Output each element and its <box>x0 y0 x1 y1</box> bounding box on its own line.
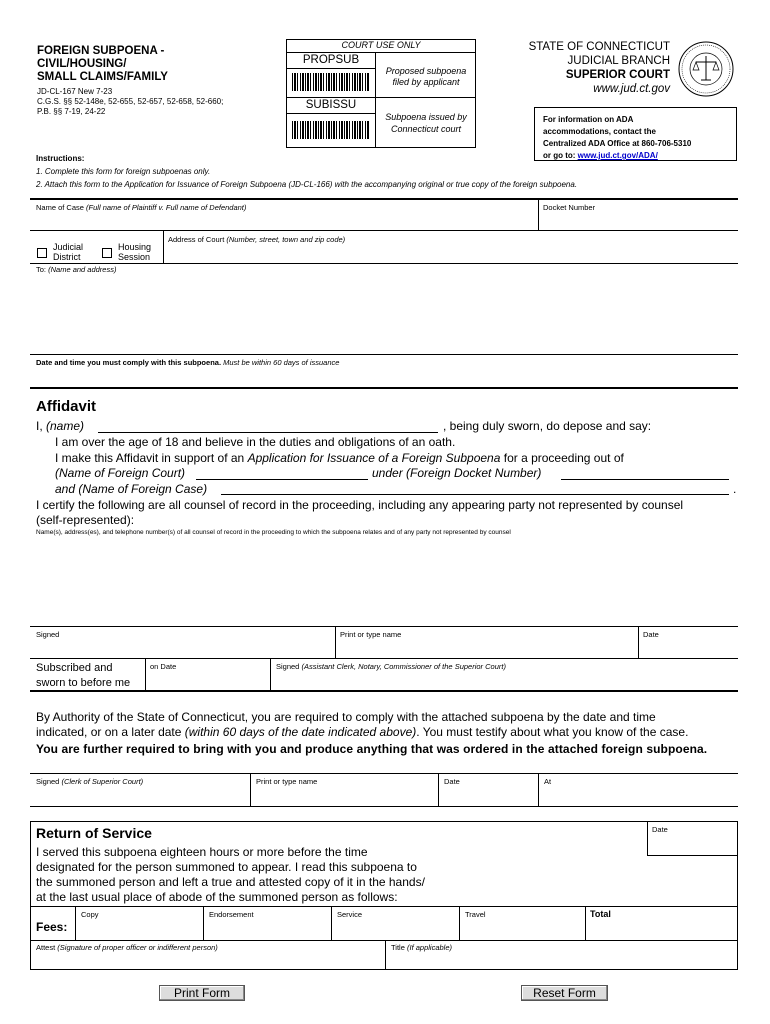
clerk-date-label: Date <box>444 777 460 786</box>
affiant-print-name-label: Print or type name <box>340 630 402 639</box>
fee-service-input[interactable] <box>335 922 459 938</box>
form-number: JD-CL-167 New 7-23 <box>37 87 113 96</box>
compliance-date-label: Date and time you must comply with this subpoena. Must be within 60 days of issuance <box>36 358 340 367</box>
subissu-code: SUBISSU <box>305 99 357 111</box>
return-date-input[interactable] <box>650 838 738 854</box>
fee-copy-input[interactable] <box>79 922 203 938</box>
judicial-district-label: Judicial District <box>53 242 84 262</box>
clerk-superior-signed-label: Signed (Clerk of Superior Court) <box>36 777 144 786</box>
attest-label: Attest (Signature of proper officer or indifferent person) <box>36 943 218 952</box>
foreign-case-label: and (Name of Foreign Case) <box>55 482 208 496</box>
ada-info <box>543 114 691 162</box>
propsub-barcode <box>292 73 370 91</box>
subissu-barcode <box>292 121 370 139</box>
subissu-description: Subpoena issued by Connecticut court <box>385 112 467 134</box>
subscribed-sworn-label: Subscribed and sworn to before me <box>36 662 131 689</box>
judicial-district-checkbox[interactable] <box>37 248 47 258</box>
ada-line-4: or go to: <box>543 151 578 160</box>
return-of-service-text: I served this subpoena eighteen hours or more before the time designated for the person summoned to appear. I read this subpoena to the summoned person and left a true and attested copy of it in the hands/ at the last usual place of abode of the summoned person as follows: <box>36 845 425 904</box>
court-heading <box>490 40 670 96</box>
address-of-court-input[interactable] <box>166 246 738 262</box>
affidavit-support-text: I make this Affidavit in support of an Application for Issuance of a Foreign Subpoena for a proceeding out of <box>55 451 624 465</box>
return-of-service-title: Return of Service <box>36 825 152 841</box>
affidavit-title: Affidavit <box>36 398 96 415</box>
authority-line-3: You are further required to bring with you and produce anything that was ordered in the attached foreign subpoena. <box>36 742 708 756</box>
ada-line-1: For information on ADA <box>543 115 634 124</box>
clerk-at-input[interactable] <box>542 789 738 805</box>
to-label: To: (Name and address) <box>36 265 117 274</box>
foreign-docket-label: under (Foreign Docket Number) <box>372 466 542 480</box>
officer-title-label: Title (If applicable) <box>391 943 453 952</box>
form-title-line-3: SMALL CLAIMS/FAMILY <box>37 71 168 83</box>
instruction-2: 2. Attach this form to the Application for Issuance of Foreign Subpoena (JD-CL-166) with the accompanying original or true copy of the foreign subpoena. <box>36 180 578 189</box>
judicial-seal-icon <box>677 40 735 98</box>
form-title <box>37 45 168 84</box>
instruction-1: 1. Complete this form for foreign subpoenas only. <box>36 167 211 176</box>
affiant-print-name-input[interactable] <box>338 641 638 657</box>
form-title-line-1: FOREIGN SUBPOENA - <box>37 45 165 57</box>
clerk-date-input[interactable] <box>442 789 538 805</box>
counsel-list-input[interactable] <box>34 540 736 626</box>
clerk-print-name-input[interactable] <box>254 789 438 805</box>
ada-line-3: Centralized ADA Office at 860-706-5310 <box>543 139 692 148</box>
fee-total-input[interactable] <box>589 922 737 938</box>
propsub-code: PROPSUB <box>302 54 360 66</box>
name-of-case-label: Name of Case (Full name of Plaintiff v. Full name of Defendant) <box>36 203 247 212</box>
affiant-date-label: Date <box>643 630 659 639</box>
return-date-label: Date <box>652 825 668 834</box>
certify-text: I certify the following are all counsel of record in the proceeding, including any appearing party not represented by counsel <box>36 498 684 512</box>
affidavit-sworn-text: , being duly sworn, do depose and say: <box>443 419 652 433</box>
fee-travel-input[interactable] <box>463 922 585 938</box>
fee-total-label: Total <box>590 909 611 919</box>
sworn-on-date-input[interactable] <box>148 673 270 689</box>
ada-line-2: accommodations, contact the <box>543 127 656 136</box>
affidavit-line-name: I, (name) <box>36 419 85 433</box>
authority-line-1: By Authority of the State of Connecticut, you are required to comply with the attached subpoena by the date and time <box>36 710 656 724</box>
fee-travel-label: Travel <box>465 910 486 919</box>
self-represented-text: (self-represented): <box>36 513 135 527</box>
pb-citation: P.B. §§ 7-19, 24-22 <box>37 107 106 116</box>
reset-form-button[interactable]: Reset Form <box>521 985 608 1001</box>
court-name: SUPERIOR COURT <box>565 69 670 81</box>
cgs-citation: C.G.S. §§ 52-148e, 52-655, 52-657, 52-658, 52-660; <box>37 97 224 106</box>
affiant-date-input[interactable] <box>641 641 737 657</box>
counsel-list-label: Name(s), address(es), and telephone number(s) of all counsel of record in the proceeding to which the subpoena relates and of any party not represented by counsel <box>36 529 511 536</box>
affiant-name-field[interactable] <box>98 432 438 433</box>
name-of-case-input[interactable] <box>34 214 538 230</box>
fees-label: Fees: <box>36 920 68 934</box>
fee-copy-label: Copy <box>81 910 99 919</box>
form-citations <box>37 87 223 117</box>
address-of-court-label: Address of Court (Number, street, town and zip code) <box>168 235 346 244</box>
state-name: STATE OF CONNECTICUT <box>528 41 670 53</box>
court-website: www.jud.ct.gov <box>593 83 670 95</box>
form-title-line-2: CIVIL/HOUSING/ <box>37 58 127 70</box>
foreign-docket-field[interactable] <box>561 479 729 480</box>
to-name-address-input[interactable] <box>34 276 736 354</box>
fee-service-label: Service <box>337 910 363 919</box>
foreign-court-label: (Name of Foreign Court) <box>55 466 186 480</box>
affidavit-age-text: I am over the age of 18 and believe in the duties and obligations of an oath. <box>55 435 456 449</box>
foreign-case-field[interactable] <box>221 494 729 495</box>
authority-line-2: indicated, or on a later date (within 60 days of the date indicated above). You must testify about what you know of the case. <box>36 725 689 739</box>
print-form-button[interactable]: Print Form <box>159 985 245 1001</box>
ada-link[interactable]: www.jud.ct.gov/ADA/ <box>577 151 658 160</box>
foreign-case-period: . <box>733 482 737 496</box>
docket-number-input[interactable] <box>541 214 737 230</box>
clerk-at-label: At <box>544 777 552 786</box>
court-use-only-label: COURT USE ONLY <box>341 40 421 50</box>
compliance-date-input[interactable] <box>34 369 736 385</box>
clerk-signed-label: Signed (Assistant Clerk, Notary, Commissioner of the Superior Court) <box>276 662 506 671</box>
foreign-court-field[interactable] <box>196 479 368 480</box>
housing-session-checkbox[interactable] <box>102 248 112 258</box>
propsub-description: Proposed subpoena filed by applicant <box>385 66 467 87</box>
housing-session-label: Housing Session <box>118 242 152 262</box>
fee-endorsement-label: Endorsement <box>209 910 254 919</box>
docket-number-label: Docket Number <box>543 203 596 212</box>
clerk-print-name-label: Print or type name <box>256 777 318 786</box>
sworn-on-date-label: on Date <box>150 662 177 671</box>
fee-endorsement-input[interactable] <box>207 922 331 938</box>
affiant-signed-label: Signed <box>36 630 60 639</box>
instructions-label: Instructions: <box>36 154 85 163</box>
officer-title-input[interactable] <box>389 954 737 969</box>
branch-name: JUDICIAL BRANCH <box>567 55 670 67</box>
